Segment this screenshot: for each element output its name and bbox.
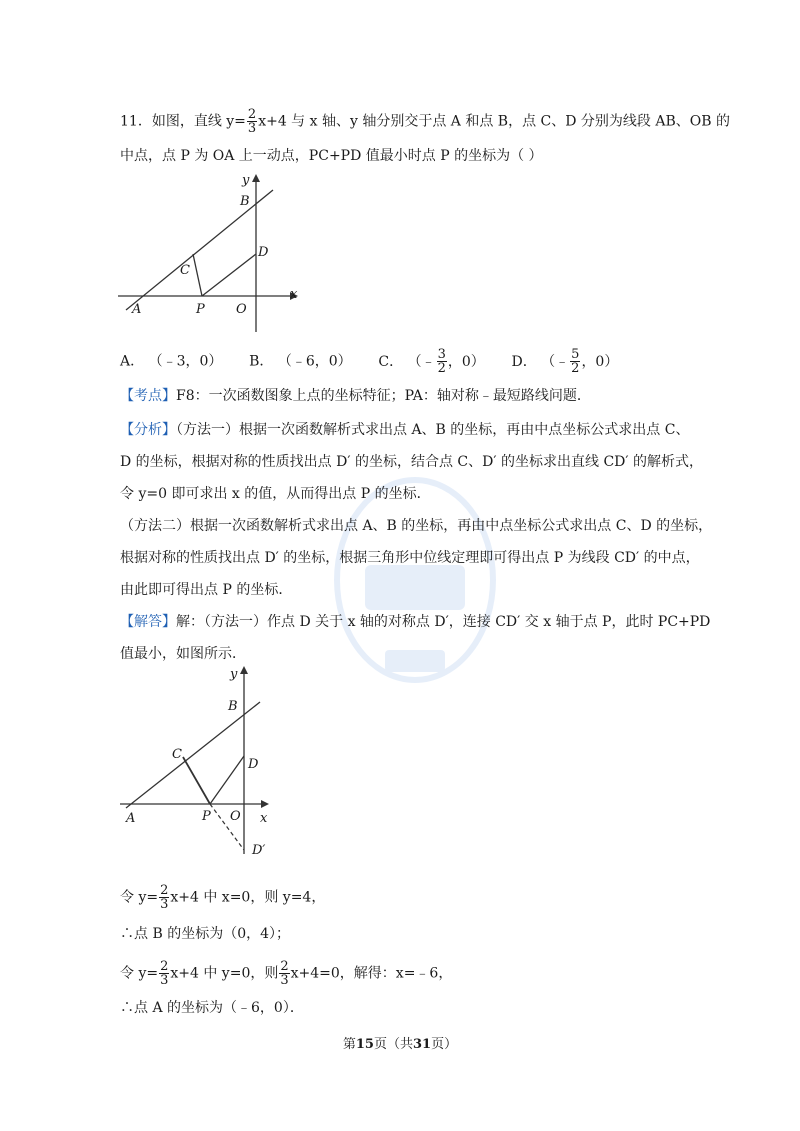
label-O: O	[236, 302, 247, 317]
question-line-1: 11．如图，直线 y= $\frac{2}{3}$ x+4 与 x 轴、y 轴分别交于点 A 和点 B，点 C、D 分别为线段 AB、OB 的	[120, 107, 730, 136]
question-number: 11．	[120, 113, 152, 130]
label-y: y	[242, 173, 250, 188]
label-y: y	[230, 667, 238, 682]
label-x: x	[290, 287, 298, 302]
fenxi-line-3: 令 y=0 即可求出 x 的值，从而得出点 P 的坐标．	[120, 486, 431, 502]
label-x: x	[260, 811, 268, 826]
label-A: A	[126, 811, 136, 826]
jieda-tag: 【解答】	[120, 614, 176, 630]
option-b[interactable]: B． （﹣6，0）	[249, 353, 352, 370]
option-a[interactable]: A． （﹣3，0）	[120, 353, 223, 370]
label-P: P	[202, 809, 211, 824]
option-c[interactable]: C． （﹣ $\frac{3}{2}$ ，0）	[378, 347, 485, 376]
label-B: B	[240, 194, 250, 209]
label-D-prime: D′	[252, 843, 266, 858]
segment-PD	[210, 756, 244, 804]
step-1: 令 y= $\frac{2}{3}$ x+4 中 x=0，则 y=4，	[120, 883, 326, 912]
question-line-2: 中点，点 P 为 OA 上一动点，PC+PD 值最小时点 P 的坐标为（ ）	[120, 148, 543, 164]
fenxi-line-5: 根据对称的性质找出点 D′ 的坐标，根据三角形中位线定理即可得出点 P 为线段 CD′ 的中点，	[120, 550, 700, 566]
jieda-line-2: 值最小，如图所示．	[120, 646, 246, 662]
option-d[interactable]: D． （﹣ $\frac{5}{2}$ ，0）	[511, 347, 619, 376]
label-D: D	[258, 245, 269, 260]
answer-options	[120, 348, 690, 375]
x-axis-arrow	[261, 800, 269, 808]
jieda-line-1: 【解答】解：（方法一）作点 D 关于 x 轴的对称点 D′，连接 CD′ 交 x 轴于点 P，此时 PC+PD	[120, 614, 711, 630]
fenxi-line-1: 【分析】（方法一）根据一次函数解析式求出点 A、B 的坐标，再由中点坐标公式求出点 C、	[120, 422, 690, 438]
line-AB	[126, 702, 260, 808]
total-pages: 31	[413, 1037, 432, 1052]
kaodian-tag: 【考点】	[120, 388, 176, 404]
fenxi-line-2: D 的坐标，根据对称的性质找出点 D′ 的坐标，结合点 C、D′ 的坐标求出直线 CD′ 的解析式，	[120, 454, 704, 470]
segment-PC	[193, 254, 202, 296]
fenxi-line-4: （方法二）根据一次函数解析式求出点 A、B 的坐标，再由中点坐标公式求出点 C、D 的坐标，	[120, 518, 713, 534]
step-2: ∴点 B 的坐标为（0，4）；	[120, 926, 291, 942]
fenxi-tag: 【分析】	[120, 422, 176, 438]
page-footer: 第15页（共31页）	[342, 1037, 458, 1052]
step-4: ∴点 A 的坐标为（﹣6，0）．	[120, 1000, 304, 1016]
label-D: D	[248, 757, 259, 772]
label-C: C	[180, 263, 190, 278]
label-O: O	[230, 809, 241, 824]
label-P: P	[196, 302, 205, 317]
segment-PC	[183, 757, 210, 804]
label-C: C	[172, 747, 182, 762]
label-A: A	[132, 302, 142, 317]
fenxi-line-6: 由此即可得出点 P 的坐标．	[120, 582, 293, 598]
fraction: $\frac{2}{3}$	[247, 107, 257, 136]
kaodian-line: 【考点】F8：一次函数图象上点的坐标特征；PA：轴对称﹣最短路线问题．	[120, 388, 591, 404]
y-axis-arrow	[252, 174, 260, 182]
segment-PD	[202, 254, 256, 296]
step-3: 令 y= $\frac{2}{3}$ x+4 中 y=0，则 $\frac{2}{3}$ x+4=0，解得：x=﹣6，	[120, 959, 453, 988]
page-number: 15	[355, 1037, 374, 1052]
figure-2	[118, 662, 278, 862]
label-B: B	[228, 699, 238, 714]
line-AB	[126, 190, 273, 310]
figure-1	[118, 170, 303, 335]
y-axis-arrow	[240, 666, 248, 674]
